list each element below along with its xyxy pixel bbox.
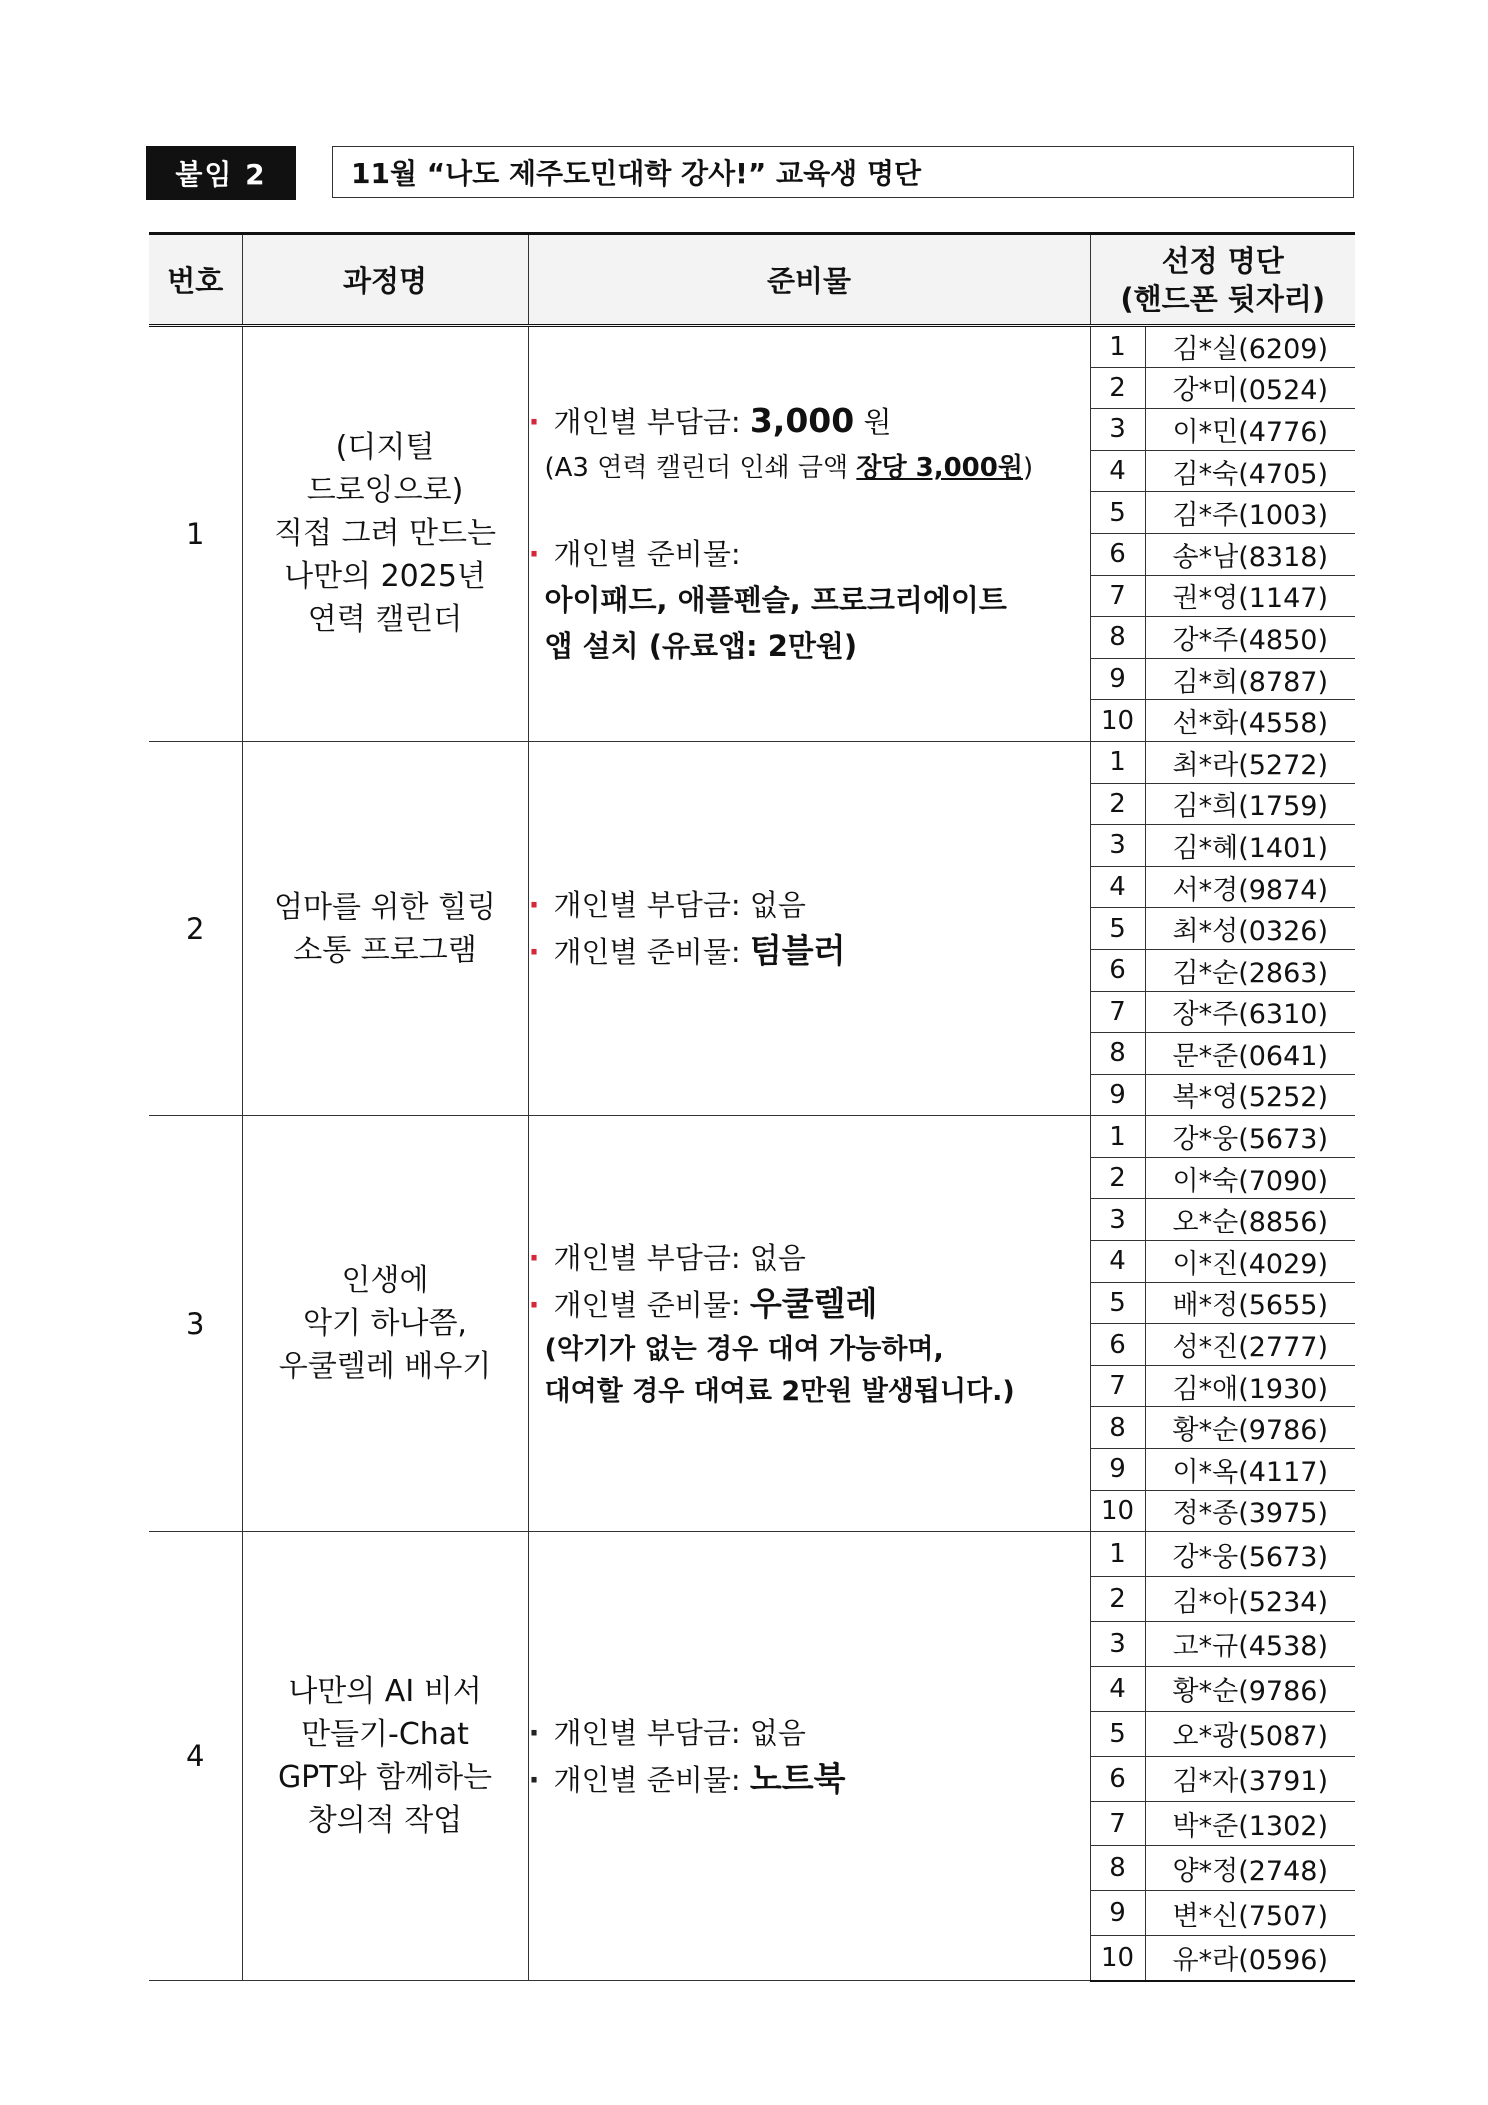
course-title-line: 우쿨렐레 배우기 [278,1349,492,1385]
cost-label: 개인별 부담금: 없음 [553,1241,806,1276]
student-name: 배*정(5655) [1145,1282,1355,1324]
student-index: 7 [1090,1801,1145,1846]
course-title-line: 직접 그려 만드는 [274,516,496,552]
student-name: 김*희(8787) [1145,658,1355,700]
student-name: 김*아(5234) [1145,1577,1355,1622]
cost-line [529,882,1090,928]
student-name: 최*성(0326) [1145,908,1355,950]
items-detail-line [529,623,1090,669]
col-header-selection-line1: 선정 명단 [1161,243,1284,278]
rental-note-1: (악기가 없는 경우 대여 가능하며, [544,1334,944,1366]
items-label: 개인별 준비물: [553,1288,741,1323]
student-name: 오*광(5087) [1145,1711,1355,1756]
student-index: 4 [1090,866,1145,908]
cost-value: 3,000 [749,401,855,441]
bullet-dot-icon: · [528,1241,540,1276]
student-index: 8 [1090,1407,1145,1449]
cost-line [529,398,1090,445]
course-title [242,1532,528,1981]
items-detail-1: 아이패드, 애플펜슬, 프로크리에이트 [544,583,1007,618]
rental-note-2: 대여할 경우 대여료 2만원 발생됩니다.) [544,1376,1015,1408]
student-index: 7 [1090,1365,1145,1407]
student-index: 9 [1090,1891,1145,1936]
student-name: 이*민(4776) [1145,409,1355,451]
student-name: 문*준(0641) [1145,1033,1355,1075]
student-name: 선*화(4558) [1145,700,1355,742]
items-label: 개인별 준비물: [553,537,741,572]
student-index: 3 [1090,1199,1145,1241]
table-row [149,1532,1355,1577]
student-index: 6 [1090,533,1145,575]
course-preparation [528,326,1090,742]
student-index: 5 [1090,492,1145,534]
cost-note-suffix: ) [1022,453,1034,484]
student-name: 김*애(1930) [1145,1365,1355,1407]
course-title-line: GPT와 함께하는 [277,1760,493,1796]
student-index: 4 [1090,1666,1145,1711]
course-title-line: 드로잉으로) [306,473,464,509]
course-title-line: 엄마를 위한 힐링 [274,889,496,925]
table-row [149,326,1355,368]
items-label: 개인별 준비물: [553,1762,741,1797]
student-name: 김*자(3791) [1145,1756,1355,1801]
table-row [149,741,1355,783]
course-number: 2 [149,741,242,1115]
course-title-line: 연력 캘린더 [307,602,463,638]
student-name: 강*웅(5673) [1145,1116,1355,1158]
student-name: 이*진(4029) [1145,1241,1355,1283]
student-name: 변*신(7507) [1145,1891,1355,1936]
student-name: 김*희(1759) [1145,783,1355,825]
student-name: 서*경(9874) [1145,866,1355,908]
note-line [529,1370,1090,1412]
course-title-line: (디지털 [335,430,435,466]
items-detail-2: 앱 설치 (유료앱: 2만원) [544,629,858,664]
student-index: 3 [1090,409,1145,451]
student-index: 9 [1090,1074,1145,1116]
cost-label: 개인별 부담금: 없음 [553,888,806,923]
items-detail-line [529,577,1090,623]
spacer [529,491,1090,531]
items-value: 노트북 [749,1758,846,1798]
course-title-line: 창의적 작업 [307,1803,463,1839]
student-name: 박*준(1302) [1145,1801,1355,1846]
bullet-dot-icon: · [528,405,540,440]
cost-label: 개인별 부담금: [553,405,741,440]
student-roster-table [149,232,1355,1982]
items-value: 우쿨렐레 [749,1284,878,1324]
bullet-dot-icon: · [528,1762,540,1797]
student-name: 강*웅(5673) [1145,1532,1355,1577]
student-index: 3 [1090,1622,1145,1667]
col-header-selection [1090,234,1355,326]
cost-note-prefix: (A3 연력 캘린더 인쇄 금액 [544,453,857,484]
cost-line [529,1235,1090,1281]
course-title-line: 나만의 AI 비서 [288,1674,482,1710]
course-title-line: 악기 하나쯤, [303,1306,467,1342]
student-name: 고*규(4538) [1145,1622,1355,1667]
items-line [529,531,1090,577]
student-index: 6 [1090,1756,1145,1801]
bullet-dot-icon: · [528,537,540,572]
bullet-dot-icon: · [528,935,540,970]
student-index: 5 [1090,1711,1145,1756]
note-line [529,1328,1090,1370]
student-index: 1 [1090,1532,1145,1577]
student-name: 성*진(2777) [1145,1324,1355,1366]
student-index: 4 [1090,1241,1145,1283]
items-line [529,1756,1090,1803]
student-index: 10 [1090,700,1145,742]
student-index: 5 [1090,908,1145,950]
student-index: 5 [1090,1282,1145,1324]
cost-label: 개인별 부담금: 없음 [553,1715,806,1750]
student-name: 장*주(6310) [1145,991,1355,1033]
items-line [529,1281,1090,1328]
student-index: 2 [1090,783,1145,825]
student-name: 김*혜(1401) [1145,825,1355,867]
course-number: 1 [149,326,242,742]
cost-line [529,1710,1090,1756]
student-name: 김*순(2863) [1145,949,1355,991]
items-label: 개인별 준비물: [553,935,741,970]
student-name: 김*실(6209) [1145,326,1355,368]
cost-note-emphasis: 장당 3,000원 [856,453,1023,484]
document-title: 11월 “나도 제주도민대학 강사!” 교육생 명단 [332,146,1354,198]
items-line [529,928,1090,975]
table-header-row [149,234,1355,326]
student-name: 오*순(8856) [1145,1199,1355,1241]
bullet-dot-icon: · [528,1288,540,1323]
col-header-prep: 준비물 [528,234,1090,326]
student-index: 9 [1090,1449,1145,1491]
student-name: 권*영(1147) [1145,575,1355,617]
col-header-course: 과정명 [242,234,528,326]
student-name: 김*숙(4705) [1145,450,1355,492]
col-header-selection-line2: (핸드폰 뒷자리) [1120,281,1326,316]
student-index: 6 [1090,949,1145,991]
student-index: 8 [1090,1846,1145,1891]
course-title-line: 인생에 [341,1263,429,1299]
course-title-line: 나만의 2025년 [284,559,486,595]
course-preparation [528,1116,1090,1532]
course-title [242,326,528,742]
student-name: 복*영(5252) [1145,1074,1355,1116]
course-preparation [528,741,1090,1115]
student-index: 1 [1090,326,1145,368]
cost-unit: 원 [863,405,892,440]
student-index: 10 [1090,1936,1145,1981]
student-name: 황*순(9786) [1145,1407,1355,1449]
student-index: 2 [1090,1157,1145,1199]
student-name: 이*숙(7090) [1145,1157,1355,1199]
attachment-badge: 붙임 2 [146,146,296,200]
student-index: 8 [1090,617,1145,659]
student-index: 2 [1090,367,1145,409]
student-name: 강*주(4850) [1145,617,1355,659]
student-name: 유*라(0596) [1145,1936,1355,1981]
student-name: 정*종(3975) [1145,1490,1355,1532]
student-index: 2 [1090,1577,1145,1622]
student-index: 1 [1090,741,1145,783]
table-row [149,1116,1355,1158]
course-number: 4 [149,1532,242,1981]
student-name: 최*라(5272) [1145,741,1355,783]
student-index: 10 [1090,1490,1145,1532]
bullet-dot-icon: · [528,888,540,923]
student-index: 9 [1090,658,1145,700]
course-preparation [528,1532,1090,1981]
course-number: 3 [149,1116,242,1532]
student-name: 강*미(0524) [1145,367,1355,409]
student-index: 7 [1090,991,1145,1033]
student-name: 김*주(1003) [1145,492,1355,534]
student-name: 이*옥(4117) [1145,1449,1355,1491]
student-name: 송*남(8318) [1145,533,1355,575]
student-name: 황*순(9786) [1145,1666,1355,1711]
course-title-line: 소통 프로그램 [293,932,477,968]
student-index: 3 [1090,825,1145,867]
student-index: 7 [1090,575,1145,617]
student-index: 8 [1090,1033,1145,1075]
bullet-dot-icon: · [528,1715,540,1750]
col-header-number: 번호 [149,234,242,326]
cost-note-line [529,445,1090,491]
course-title-line: 만들기-Chat [301,1717,469,1753]
student-index: 6 [1090,1324,1145,1366]
course-title [242,1116,528,1532]
student-name: 양*정(2748) [1145,1846,1355,1891]
student-index: 4 [1090,450,1145,492]
course-title [242,741,528,1115]
student-index: 1 [1090,1116,1145,1158]
items-value: 텀블러 [749,931,846,971]
